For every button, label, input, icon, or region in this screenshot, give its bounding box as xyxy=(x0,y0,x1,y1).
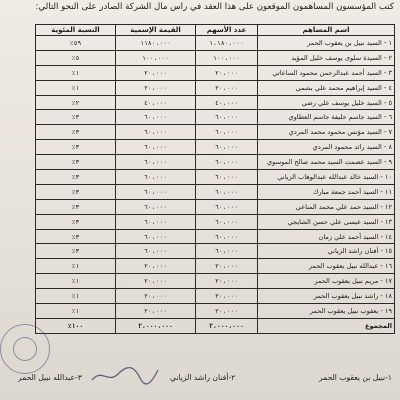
cell-pct: ٣٪ xyxy=(36,199,116,214)
cell-pct: ١٪ xyxy=(36,289,116,304)
col-header-shares: عدد الأسهم xyxy=(196,25,258,36)
cell-shares: ٦٠،٠٠٠ xyxy=(196,184,258,199)
cell-shares: ١٠٠،٠٠٠ xyxy=(196,50,258,65)
cell-name: ٧ - السيد مؤنس محمود محمد المردي xyxy=(258,125,395,140)
signature-2: ٢-أفنان راشد الزياني xyxy=(170,373,236,382)
table-row xyxy=(36,304,395,319)
cell-pct: ١٪ xyxy=(36,65,116,80)
cell-name: ١٢ - السيد حمد علي محمد المناعي xyxy=(258,199,395,214)
cell-value: ٦٠،٠٠٠ xyxy=(116,184,196,199)
total-value: ٢،٠٠٠،٠٠٠ xyxy=(116,318,196,333)
cell-shares: ٦٠،٠٠٠ xyxy=(196,199,258,214)
cell-name: ٨ - السيد رائد محمود المردي xyxy=(258,140,395,155)
cell-name: ٣ - السيد أحمد عبدالرحمن محمود الساعاتي xyxy=(258,65,395,80)
table-row xyxy=(36,289,395,304)
cell-name: ١٥ - أفنان راشد الزياني xyxy=(258,244,395,259)
table-row xyxy=(36,125,395,140)
cell-value: ٢٠،٠٠٠ xyxy=(116,259,196,274)
cell-shares: ٦٠،٠٠٠ xyxy=(196,140,258,155)
table-row xyxy=(36,65,395,80)
col-header-value: القيمة الإسمية xyxy=(116,25,196,36)
table-row xyxy=(36,155,395,170)
cell-value: ٦٠،٠٠٠ xyxy=(116,244,196,259)
table-header-row xyxy=(36,25,395,36)
cell-value: ٦٠،٠٠٠ xyxy=(116,155,196,170)
signature-1: ١-نبيل بن يعقوب الحمر xyxy=(318,373,392,382)
cell-value: ٦٠،٠٠٠ xyxy=(116,140,196,155)
cell-name: ٩ - السيد عصمت السيد محمد صالح الموسوي xyxy=(258,155,395,170)
cell-name: ١٣ - السيد عيسى علي حسن الشايجي xyxy=(258,214,395,229)
cell-name: ١ - السيد نبيل بن يعقوب الحمر xyxy=(258,36,395,51)
table-total-row xyxy=(36,318,395,333)
cell-pct: ١٪ xyxy=(36,274,116,289)
table-row xyxy=(36,244,395,259)
cell-name: ١٠ - السيد خالد عبدالله عبدالوهاب الزياني xyxy=(258,170,395,185)
cell-shares: ٢٠،٠٠٠ xyxy=(196,80,258,95)
cell-value: ٢٠،٠٠٠ xyxy=(116,65,196,80)
cell-value: ٦٠،٠٠٠ xyxy=(116,199,196,214)
table-row xyxy=(36,110,395,125)
cell-name: ١٧ - مريم نبيل يعقوب الحمر xyxy=(258,274,395,289)
cell-shares: ٦٠،٠٠٠ xyxy=(196,110,258,125)
handwritten-signature-icon xyxy=(90,364,160,386)
cell-pct: ٥٩٪ xyxy=(36,36,116,51)
cell-shares: ٦٠،٠٠٠ xyxy=(196,155,258,170)
cell-shares: ٦٠،٠٠٠ xyxy=(196,229,258,244)
cell-pct: ٣٪ xyxy=(36,110,116,125)
cell-shares: ٢٠،٠٠٠ xyxy=(196,304,258,319)
total-pct: ١٠٠٪ xyxy=(36,318,116,333)
table-row xyxy=(36,80,395,95)
cell-value: ٦٠،٠٠٠ xyxy=(116,110,196,125)
cell-value: ٦٠،٠٠٠ xyxy=(116,214,196,229)
cell-value: ١١٨٠،٠٠٠ xyxy=(116,36,196,51)
cell-value: ٦٠،٠٠٠ xyxy=(116,170,196,185)
cell-pct: ٣٪ xyxy=(36,155,116,170)
cell-name: ٥ - السيد خليل يوسف علي رضي xyxy=(258,95,395,110)
cell-shares: ٦٠،٠٠٠ xyxy=(196,214,258,229)
col-header-name: اسم المساهم xyxy=(258,25,395,36)
table-row xyxy=(36,184,395,199)
cell-name: ١٦ - عبدالله نبيل يعقوب الحمر xyxy=(258,259,395,274)
table-row xyxy=(36,274,395,289)
cell-pct: ٣٪ xyxy=(36,184,116,199)
table-row xyxy=(36,199,395,214)
cell-pct: ١٪ xyxy=(36,259,116,274)
table-row xyxy=(36,36,395,51)
cell-pct: ٣٪ xyxy=(36,244,116,259)
company-seal-stamp xyxy=(0,324,50,374)
cell-name: ٢ - السيدة سلوى يوسف خليل المؤيد xyxy=(258,50,395,65)
cell-pct: ٥٪ xyxy=(36,50,116,65)
table-row xyxy=(36,229,395,244)
cell-shares: ٤٠،٠٠٠ xyxy=(196,95,258,110)
cell-shares: ٦٠،٠٠٠ xyxy=(196,170,258,185)
cell-name: ١٤ - السيد أحمد علي زمان xyxy=(258,229,395,244)
table-row xyxy=(36,140,395,155)
shareholders-table xyxy=(35,24,395,334)
cell-value: ٢٠،٠٠٠ xyxy=(116,274,196,289)
cell-pct: ٢٪ xyxy=(36,95,116,110)
total-shares: ٢،٠٠٠،٠٠٠ xyxy=(196,318,258,333)
cell-value: ٢٠،٠٠٠ xyxy=(116,289,196,304)
cell-shares: ٦٠،٠٠٠ xyxy=(196,125,258,140)
cell-value: ٤٠،٠٠٠ xyxy=(116,95,196,110)
table-row xyxy=(36,214,395,229)
cell-name: ١٨ - راشد نبيل يعقوب الحمر xyxy=(258,289,395,304)
cell-name: ١١ - السيد أحمد جمعة مبارك xyxy=(258,184,395,199)
cell-pct: ١٪ xyxy=(36,304,116,319)
cell-pct: ٣٪ xyxy=(36,170,116,185)
cell-shares: ٦٠،٠٠٠ xyxy=(196,244,258,259)
cell-value: ١٠٠،٠٠٠ xyxy=(116,50,196,65)
cell-pct: ٣٪ xyxy=(36,214,116,229)
intro-text: كتب المؤسسون المساهمون الموقعون على هذا العقد في رأس مال الشركة الصادر على النحو التالي: xyxy=(35,2,394,12)
col-header-pct: النسبة المئوية xyxy=(36,25,116,36)
cell-shares: ٢٠،٠٠٠ xyxy=(196,65,258,80)
table-row xyxy=(36,170,395,185)
cell-shares: ٢٠،٠٠٠ xyxy=(196,289,258,304)
cell-shares: ١،١٨٠،٠٠٠ xyxy=(196,36,258,51)
cell-pct: ٣٪ xyxy=(36,140,116,155)
cell-value: ٦٠،٠٠٠ xyxy=(116,125,196,140)
table-row xyxy=(36,259,395,274)
cell-name: ٤ - السيد إبراهيم محمد علي بشمي xyxy=(258,80,395,95)
cell-value: ٦٠،٠٠٠ xyxy=(116,229,196,244)
cell-name: ٦ - السيد جاسم خليفة جاسم العطاوي xyxy=(258,110,395,125)
table-row xyxy=(36,50,395,65)
total-label: المجموع xyxy=(258,318,395,333)
table-row xyxy=(36,95,395,110)
cell-pct: ٣٪ xyxy=(36,125,116,140)
cell-pct: ٣٪ xyxy=(36,229,116,244)
cell-shares: ٢٠،٠٠٠ xyxy=(196,274,258,289)
cell-pct: ١٪ xyxy=(36,80,116,95)
cell-value: ٢٠،٠٠٠ xyxy=(116,304,196,319)
signature-3: ٣-عبدالله نبيل الحمر xyxy=(18,373,82,382)
cell-value: ٢٠،٠٠٠ xyxy=(116,80,196,95)
cell-shares: ٢٠،٠٠٠ xyxy=(196,259,258,274)
cell-name: ١٩ - يعقوب نبيل يعقوب الحمر xyxy=(258,304,395,319)
